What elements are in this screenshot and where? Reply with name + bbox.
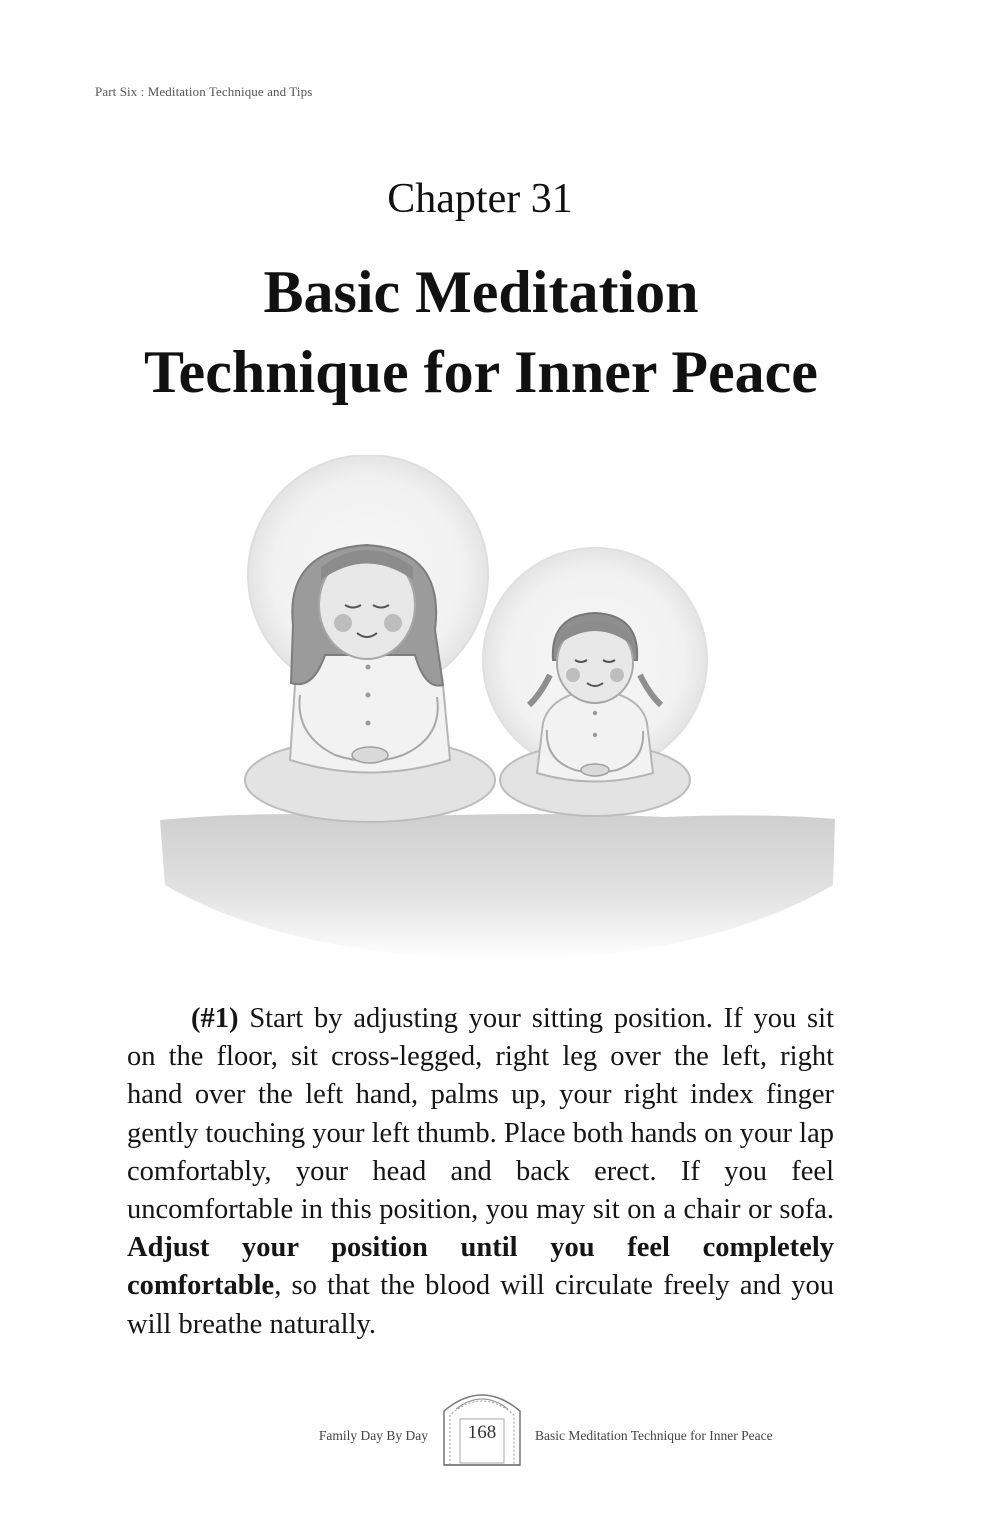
footer-chapter-title: Basic Meditation Technique for Inner Peace (535, 1428, 773, 1443)
meditation-illustration (145, 455, 845, 975)
chapter-number: Chapter 31 (387, 176, 573, 222)
ground-shadow (160, 814, 835, 960)
chapter-title-line-1: Basic Meditation (263, 259, 699, 325)
footer-book-title: Family Day By Day (318, 1428, 428, 1443)
paragraph-bold-text: Adjust your position until you feel completely comfortable (127, 1232, 834, 1302)
paragraph-text-1: Start by adjusting your sitting position. If you sit on the floor, sit cross-legged, right leg over the left, right hand over the left hand, palms up, your right index finger gently touching your left thumb. Place both hands on your lap comfortably, your head and back erect. If you feel uncomfortable in this position, you may sit on a chair or sofa. (127, 1003, 834, 1226)
running-header: Part Six : Meditation Technique and Tips (95, 84, 313, 99)
body-paragraph (127, 1000, 834, 1344)
chapter-title-line-2: Technique for Inner Peace (144, 339, 818, 405)
chapter-title (0, 252, 962, 412)
paragraph-text-2: , so that the blood will circulate freely and you will breathe naturally. (127, 1270, 834, 1340)
paragraph-lead: (#1) (191, 1003, 239, 1034)
page-number: 168 (467, 1422, 497, 1443)
